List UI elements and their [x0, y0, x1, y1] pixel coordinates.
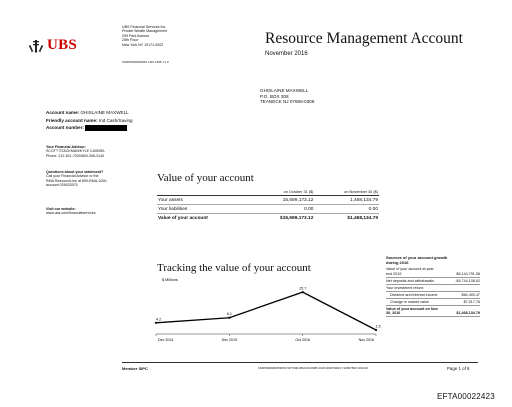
redaction-bar — [85, 125, 127, 131]
account-name-value: GHISLAINE MAXWELL — [80, 110, 129, 115]
data-label: 4.2 — [156, 317, 162, 322]
table-row — [157, 196, 379, 205]
advisor-heading: Your Financial Advisor: — [46, 145, 86, 149]
total-label: Value of your account — [158, 215, 208, 221]
website-block — [46, 207, 156, 216]
x-tick-label: Dec 2014 — [158, 338, 174, 342]
summary-row — [386, 278, 480, 285]
questions-line: RMA ResourceLine at 800-RMA-1000, — [46, 178, 108, 183]
row-value-october: 0.00 — [251, 205, 315, 214]
statement-period: November 2016 — [265, 51, 308, 57]
account-growth-summary — [386, 256, 480, 317]
value-table — [157, 188, 379, 222]
data-point — [155, 322, 157, 324]
member-sipc: Member SIPC — [122, 366, 148, 371]
bank-address-line: 299 Park Avenue — [122, 33, 150, 38]
summary-row — [386, 285, 480, 292]
data-point — [302, 291, 304, 293]
advisor-name: SCOTT STACKMAN/KYLE CASBIEL — [46, 149, 106, 154]
data-label: 6.1 — [226, 312, 232, 317]
bank-address — [122, 25, 212, 47]
summary-row — [386, 292, 480, 299]
row-value-november: 1,468,134.79 — [314, 196, 379, 205]
summary-row-value: $7,017.76 — [463, 299, 480, 304]
summary-row-value: -$4,744,108.02 — [455, 278, 480, 283]
row-value-october: 15,699,173.12 — [251, 196, 315, 205]
page-number-text: Page 1 of 8 — [447, 366, 470, 371]
x-tick-label: Oct 2016 — [295, 338, 310, 342]
bank-address-line: UBS Financial Services Inc. — [122, 25, 167, 29]
column-header-november: on November 30 ($) — [344, 189, 378, 194]
summary-row-value: $6,144,791.58 — [456, 271, 480, 276]
account-info — [46, 110, 156, 131]
total-value-october: $15,699,173.12 — [280, 215, 314, 221]
summary-row — [386, 267, 480, 278]
three-keys-icon — [28, 39, 44, 53]
website-link[interactable]: www.ubs.com/financialservices — [46, 211, 96, 216]
bank-address-line: Private Wealth Management — [122, 29, 168, 34]
summary-row-label: Value of your account at year end 2015 — [386, 267, 434, 276]
summary-row-label: Change in market value — [390, 299, 429, 304]
total-value-november: $1,468,134.79 — [347, 215, 378, 221]
value-table-header — [157, 188, 379, 196]
website-heading: Visit our website: — [46, 207, 76, 211]
summary-row-value: $60,493.47 — [461, 292, 480, 297]
summary-row-value: $1,468,134.79 — [456, 311, 480, 316]
bank-address-line: 25th Floor — [122, 38, 139, 43]
brand-wordmark: UBS — [47, 37, 78, 53]
data-point — [375, 329, 377, 331]
row-label: Your assets — [157, 196, 251, 205]
summary-heading-line: during 2016 — [386, 259, 409, 265]
account-number-label: Account number: — [46, 125, 85, 131]
x-tick-label: Dec 2015 — [221, 338, 238, 342]
value-section-title: Value of your account — [157, 172, 254, 184]
friendly-name-label: Friendly account name: — [46, 117, 98, 123]
account-name-label: Account name: — [46, 110, 80, 115]
summary-row-label: Value of your account on Nov 30, 2016 — [386, 306, 438, 316]
data-label: 15.7 — [298, 286, 307, 291]
advisor-phone: Phone: 212-821-7000/800-308-3140 — [46, 153, 105, 158]
mailing-address-line: GHISLAINE MAXWELL — [260, 88, 309, 93]
row-label: Your liabilities — [157, 205, 251, 214]
bank-code: CMP00000000053 1116 4195 Y1 0 — [122, 60, 169, 64]
chart-title: Tracking the value of your account — [157, 262, 311, 274]
x-tick-label: Nov 2016 — [358, 338, 374, 342]
document-title: Resource Management Account — [265, 30, 463, 47]
account-number-row — [46, 125, 156, 131]
summary-row-label: Net deposits and withdrawals — [386, 278, 434, 283]
ubs-logo — [28, 37, 77, 54]
data-label: 1.5 — [375, 324, 381, 329]
column-header-october: on October 31 ($) — [283, 189, 314, 194]
summary-row-label: Your investment return: — [386, 285, 424, 290]
table-row — [157, 205, 379, 214]
questions-heading: Questions about your statement? — [46, 170, 104, 174]
summary-row — [386, 306, 480, 317]
footer-divider — [122, 362, 478, 363]
row-value-november: 0.00 — [314, 205, 379, 214]
footer-code: CMP0000000053053 NPT00018S219 00005 1116 000070094 Y12007500 101010 — [258, 366, 368, 370]
series-line — [156, 292, 376, 330]
data-point — [228, 317, 230, 319]
questions-block — [46, 170, 156, 188]
questions-line: account 029023575 — [46, 183, 78, 188]
summary-heading — [386, 256, 480, 266]
friendly-name-value: Ind Cash/Saving — [98, 117, 133, 123]
bank-address-line: New York NY 10171-0002 — [122, 42, 164, 47]
y-axis-label: $ Millions — [162, 278, 178, 282]
summary-heading-line: Sources of your account growth — [386, 255, 448, 260]
page-number — [447, 366, 469, 371]
account-name-row — [46, 110, 156, 116]
mailing-address — [260, 88, 314, 105]
value-table-header-blank — [157, 188, 251, 196]
total-row — [157, 214, 379, 223]
friendly-name-row — [46, 118, 156, 124]
value-line-chart — [150, 272, 380, 352]
questions-line: Call your Financial Advisor or the — [46, 174, 99, 179]
mailing-address-line: TEANECK NJ 07666-0308 — [260, 99, 315, 105]
financial-advisor — [46, 145, 156, 158]
summary-row-label: Dividend and interest income — [390, 292, 438, 297]
mailing-address-line: P.O. BOX 308 — [260, 93, 289, 99]
bates-number: EFTA00022423 — [437, 392, 495, 401]
summary-row — [386, 299, 480, 306]
